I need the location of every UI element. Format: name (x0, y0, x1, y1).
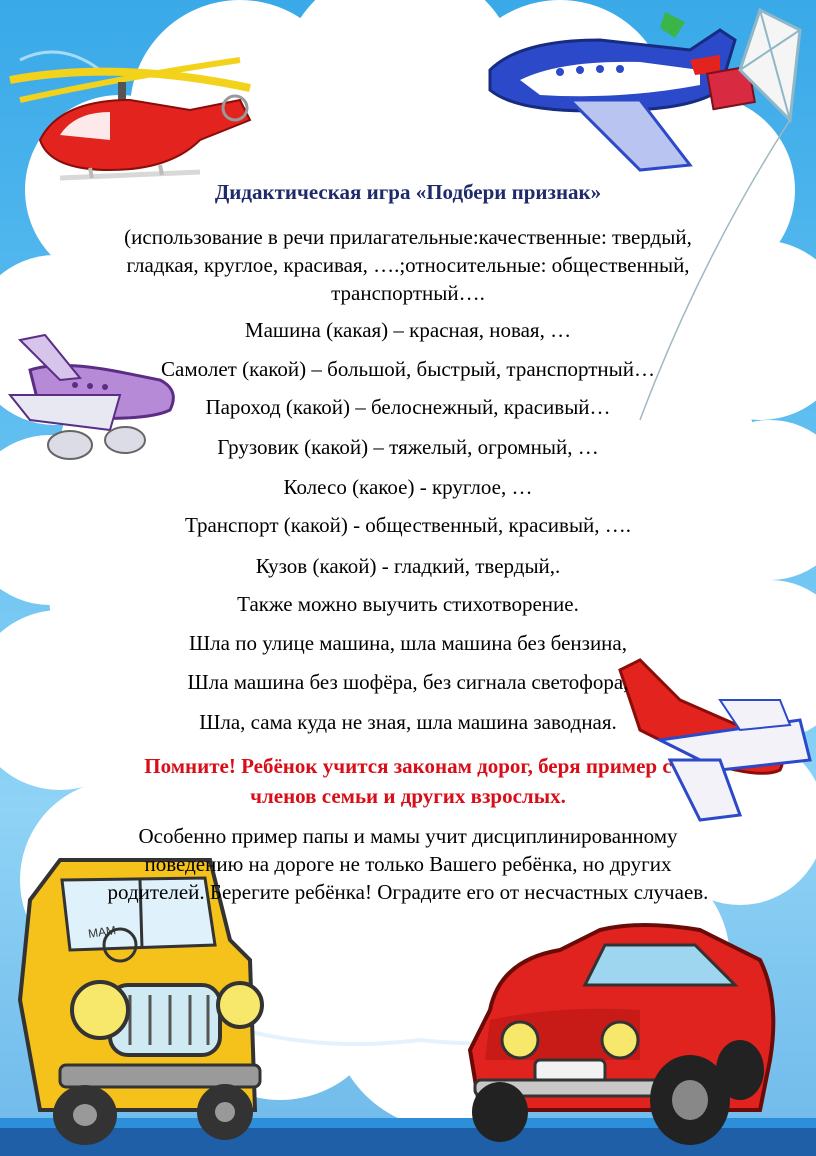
poem-intro: Также можно выучить стихотворение. (237, 592, 579, 616)
bus-sign-text: МАМ (87, 923, 117, 941)
poem-line: Шла, сама куда не зная, шла машина заводная. (199, 710, 617, 734)
poem-line: Шла по улице машина, шла машина без бензина, (188, 631, 627, 655)
example-line: Кузов (какой) - гладкий, твердый,. (255, 554, 561, 578)
example-line: Пароход (какой) – белоснежный, красивый… (205, 395, 611, 419)
page-title: Дидактическая игра «Подбери признак» (214, 180, 602, 204)
document-text (40, 0, 776, 1156)
example-line: Машина (какая) – красная, новая, … (244, 318, 572, 342)
intro-line-2: гладкая, круглое, красивая, ….;относительные: общественный, (126, 253, 690, 277)
intro-line-3: транспортный…. (331, 281, 485, 305)
example-line: Колесо (какое) - круглое, … (283, 475, 533, 499)
intro-line-1: (использование в речи прилагательные:качественные: твердый, (124, 225, 692, 249)
closing-line-2: поведению на дороге не только Вашего ребёнка, но других (144, 852, 672, 876)
poem-line: Шла машина без шофёра, без сигнала светофора, (187, 670, 629, 694)
example-line: Самолет (какой) – большой, быстрый, транспортный… (161, 357, 655, 381)
example-line: Грузовик (какой) – тяжелый, огромный, … (217, 435, 599, 459)
example-line: Транспорт (какой) - общественный, красивый, …. (184, 513, 632, 537)
reminder-line-1: Помните! Ребёнок учится законам дорог, беря пример с (144, 754, 672, 778)
closing-line-3: родителей. Берегите ребёнка! Оградите его от несчастных случаев. (107, 880, 709, 904)
reminder-line-2: членов семьи и других взрослых. (250, 784, 566, 808)
closing-line-1: Особенно пример папы и мамы учит дисциплинированному (138, 824, 678, 848)
